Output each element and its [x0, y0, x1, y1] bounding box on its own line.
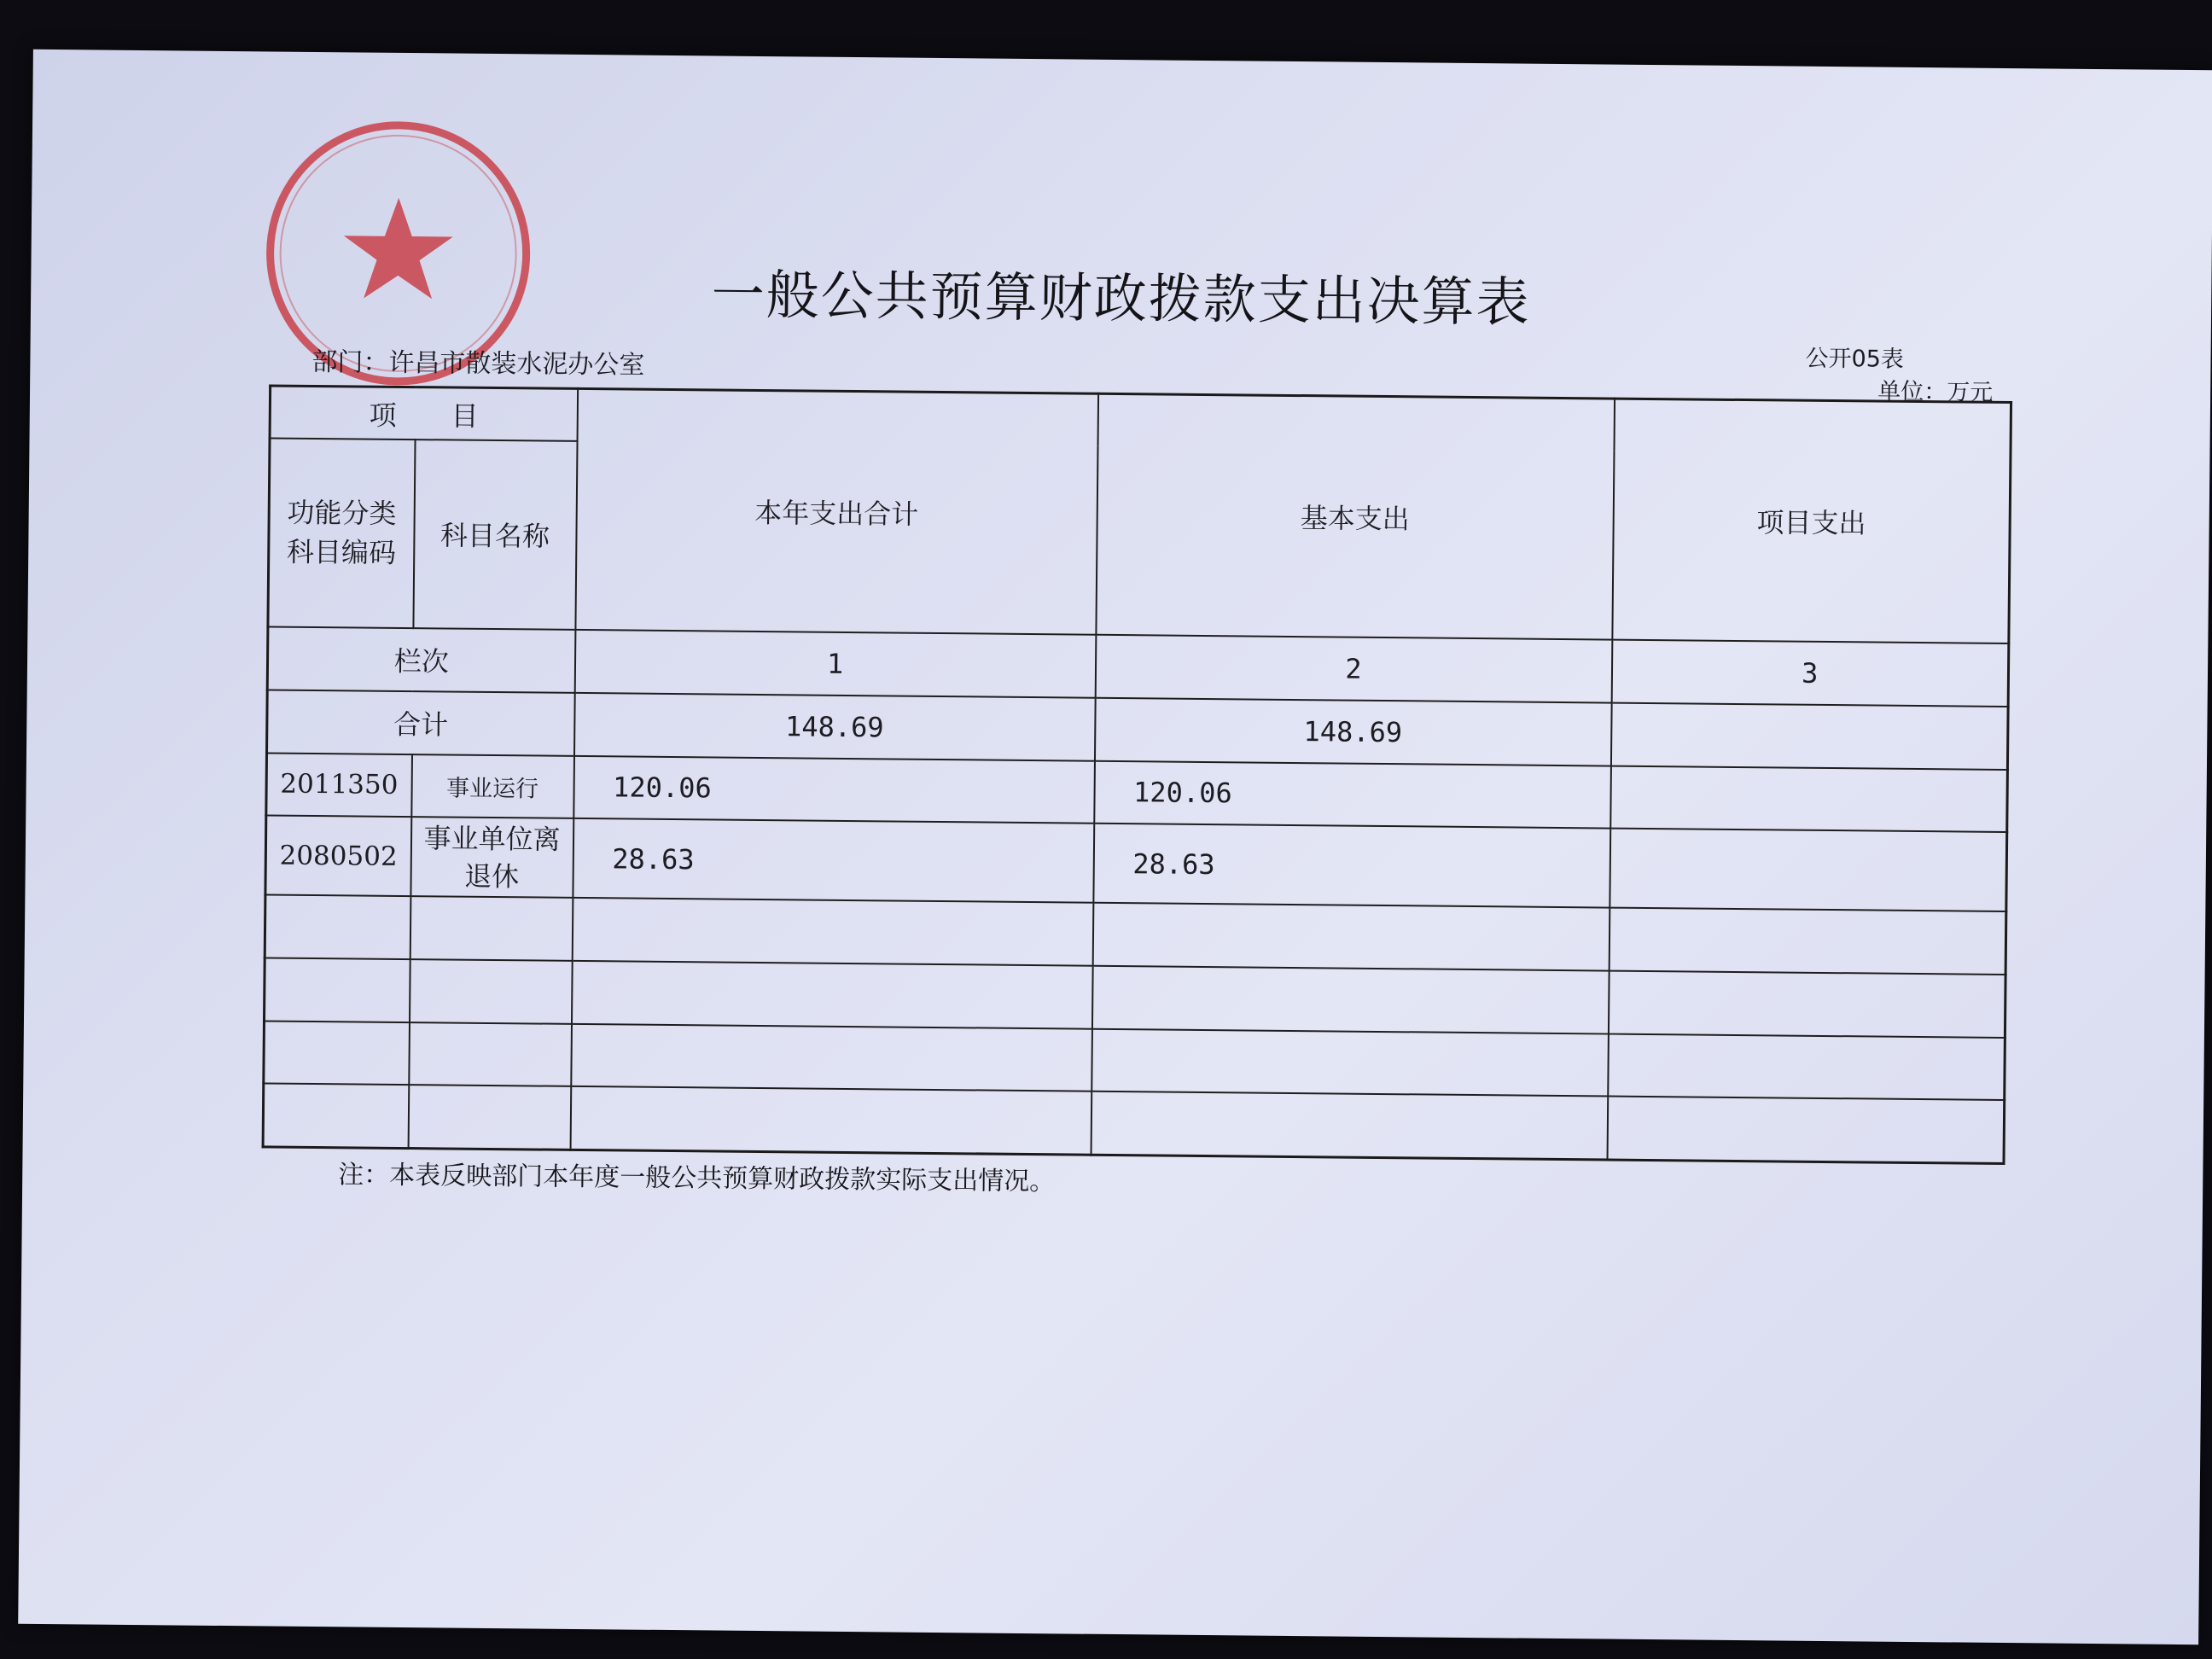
department-label: 部门：许昌市散装水泥办公室 [311, 346, 645, 381]
row-col2: 120.06 [1094, 760, 1611, 829]
header-col3: 项目支出 [1612, 399, 2011, 643]
header-col1: 本年支出合计 [575, 388, 1098, 634]
header-col2: 基本支出 [1096, 393, 1615, 639]
paper-sheet [18, 49, 2212, 1644]
column-index-label: 栏次 [267, 626, 575, 692]
total-col2: 148.69 [1094, 697, 1611, 765]
header-subject-name: 科目名称 [413, 439, 577, 630]
header-func-code: 功能分类科目编码 [268, 439, 415, 628]
header-item: 项 目 [270, 386, 578, 441]
budget-table [262, 384, 2013, 1165]
total-col1: 148.69 [574, 693, 1096, 761]
column-index-3: 3 [1611, 639, 2009, 706]
row-col1: 120.06 [573, 755, 1095, 824]
footnote: 注：本表反映部门本年度一般公共预算财政拨款实际支出情况。 [338, 1160, 1056, 1197]
column-index-1: 1 [574, 630, 1096, 698]
form-id: 公开05表 [1805, 345, 1905, 373]
row-col2: 28.63 [1093, 824, 1610, 907]
row-name: 事业运行 [411, 754, 574, 819]
row-col3 [1610, 829, 2007, 911]
document-title: 一般公共预算财政拨款支出决算表 [711, 263, 1532, 334]
row-col1: 28.63 [573, 818, 1094, 902]
row-col3 [1610, 765, 2008, 832]
total-col3 [1610, 702, 2008, 769]
column-index-2: 2 [1095, 635, 1612, 703]
total-label: 合计 [267, 690, 575, 755]
row-code: 2011350 [266, 753, 412, 818]
unit-label: 单位：万元 [1877, 378, 1994, 406]
row-code: 2080502 [265, 816, 411, 896]
row-name: 事业单位离退休 [410, 818, 573, 898]
